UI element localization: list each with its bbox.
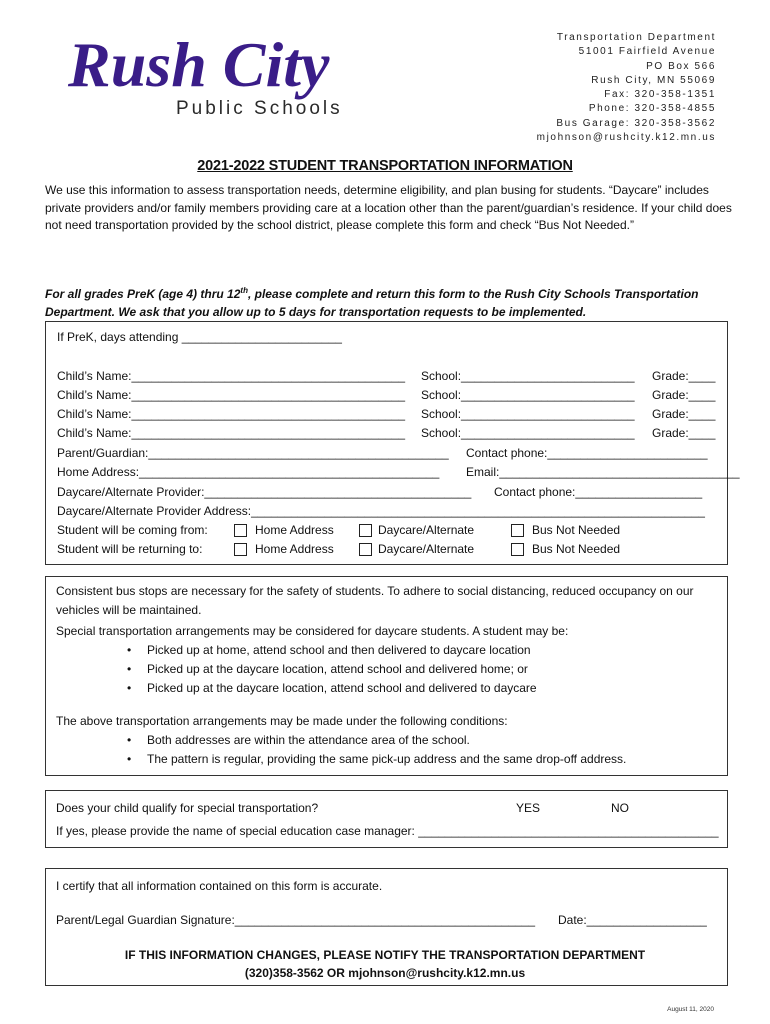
- logo-title: Rush City: [68, 29, 330, 100]
- policy-bullet: • Picked up at the daycare location, attend school and delivered home; or: [56, 660, 717, 679]
- footer-notice: IF THIS INFORMATION CHANGES, PLEASE NOTIFY THE TRANSPORTATION DEPARTMENT: [124, 948, 646, 962]
- policy-paragraph-1: Consistent bus stops are necessary for the safety of students. To adhere to social distancing, reduced occupancy on our vehicles will be maintained.: [56, 584, 694, 617]
- revision-date: August 11, 2020: [667, 1006, 714, 1013]
- condition-bullet: • Both addresses are within the attendance area of the school.: [56, 731, 717, 750]
- policy-paragraph-3: The above transportation arrangements may be made under the following conditions:: [56, 714, 508, 728]
- signature-field[interactable]: Parent/Legal Guardian Signature:_____________________________________________: [56, 913, 536, 927]
- special-no-option[interactable]: NO: [611, 801, 629, 815]
- page-title: 2021-2022 STUDENT TRANSPORTATION INFORMATION: [197, 158, 573, 174]
- logo-subtitle: Public Schools: [176, 98, 343, 119]
- school-field-4[interactable]: School:__________________________: [421, 426, 635, 440]
- school-field-3[interactable]: School:__________________________: [421, 407, 635, 421]
- school-field-1[interactable]: School:__________________________: [421, 369, 635, 383]
- policy-paragraph-2: Special transportation arrangements may be considered for daycare students. A student may be:: [56, 624, 569, 638]
- logo-graphic: [66, 28, 396, 128]
- returning-home-label: Home Address: [255, 542, 334, 556]
- policy-section: [45, 576, 728, 776]
- date-field[interactable]: Date:__________________: [558, 913, 707, 927]
- grade-field-2[interactable]: Grade:____: [652, 388, 716, 402]
- instructions-text-2: , please complete and return this form to the Rush City Schools Transportation Department. We ask that you allow up to 5 days for transportation requests to be implemented.: [45, 287, 699, 319]
- coming-daycare-checkbox[interactable]: [359, 524, 372, 537]
- address-line: Fax: 320-358-1351: [604, 89, 716, 101]
- coming-bus-not-needed-checkbox[interactable]: [511, 524, 524, 537]
- address-email: mjohnson@rushcity.k12.mn.us: [536, 132, 716, 144]
- condition-bullet: • The pattern is regular, providing the same pick-up address and the same drop-off address.: [56, 750, 717, 769]
- instructions-sup: th: [240, 286, 248, 295]
- student-info-section: [45, 321, 740, 565]
- grade-field-4[interactable]: Grade:____: [652, 426, 716, 440]
- policy-bullet: • Picked up at the daycare location, attend school and delivered to daycare: [56, 679, 717, 698]
- school-logo: [66, 28, 396, 128]
- returning-to-label: Student will be returning to:: [57, 542, 203, 556]
- policy-bullet: • Picked up at home, attend school and then delivered to daycare location: [56, 641, 717, 660]
- address-line: Rush City, MN 55069: [591, 74, 716, 86]
- returning-daycare-label: Daycare/Alternate: [378, 542, 475, 556]
- child-name-field-4[interactable]: Child’s Name:_________________________________________: [57, 426, 406, 440]
- parent-guardian-field[interactable]: Parent/Guardian:_____________________________________________: [57, 446, 449, 460]
- returning-bus-not-needed-checkbox[interactable]: [511, 543, 524, 556]
- grade-field-3[interactable]: Grade:____: [652, 407, 716, 421]
- certify-statement: I certify that all information contained on this form is accurate.: [56, 879, 383, 893]
- daycare-contact-field[interactable]: Contact phone:___________________: [494, 485, 703, 499]
- daycare-address-field[interactable]: Daycare/Alternate Provider Address:____________________________________________________________________: [57, 504, 705, 518]
- address-line: Phone: 320-358-4855: [588, 103, 716, 115]
- parent-contact-field[interactable]: Contact phone:________________________: [466, 446, 708, 460]
- coming-home-label: Home Address: [255, 523, 334, 537]
- instructions-text: For all grades PreK (age 4) thru 12: [45, 287, 241, 301]
- grade-field-1[interactable]: Grade:____: [652, 369, 716, 383]
- home-address-field[interactable]: Home Address:_____________________________________________: [57, 465, 440, 479]
- address-line: Bus Garage: 320-358-3562: [556, 117, 716, 129]
- instructions-paragraph: [45, 282, 735, 321]
- intro-paragraph: We use this information to assess transportation needs, determine eligibility, and plan busing for students. “Daycare” includes private providers and/or family members providing care at a location other than the parent/guardian’s residence. If your child does not need transportation provided by the school district, please complete this form and check “Bus Not Needed.”: [45, 183, 732, 232]
- address-block: [537, 31, 716, 145]
- coming-home-checkbox[interactable]: [234, 524, 247, 537]
- returning-home-checkbox[interactable]: [234, 543, 247, 556]
- email-field[interactable]: Email:____________________________________: [466, 465, 740, 479]
- daycare-provider-field[interactable]: Daycare/Alternate Provider:________________________________________: [57, 485, 472, 499]
- coming-from-label: Student will be coming from:: [57, 523, 208, 537]
- prek-days-field[interactable]: If PreK, days attending ________________________: [57, 330, 342, 344]
- school-field-2[interactable]: School:__________________________: [421, 388, 635, 402]
- special-transport-question: Does your child qualify for special transportation?: [56, 801, 319, 815]
- footer-contact: (320)358-3562 OR mjohnson@rushcity.k12.mn.us: [244, 966, 526, 980]
- address-line: 51001 Fairfield Avenue: [578, 46, 716, 58]
- special-yes-option[interactable]: YES: [516, 801, 541, 815]
- returning-daycare-checkbox[interactable]: [359, 543, 372, 556]
- child-name-field-2[interactable]: Child’s Name:_________________________________________: [57, 388, 406, 402]
- coming-daycare-label: Daycare/Alternate: [378, 523, 475, 537]
- address-line: Transportation Department: [556, 32, 716, 43]
- coming-bus-not-needed-label: Bus Not Needed: [532, 523, 621, 537]
- returning-bus-not-needed-label: Bus Not Needed: [532, 542, 621, 556]
- child-name-field-3[interactable]: Child’s Name:_________________________________________: [57, 407, 406, 421]
- special-transport-section: [45, 790, 728, 848]
- address-line: PO Box 566: [646, 60, 716, 72]
- case-manager-field[interactable]: If yes, please provide the name of special education case manager: _____________________________________________: [56, 824, 719, 838]
- child-name-field-1[interactable]: Child’s Name:_________________________________________: [57, 369, 406, 383]
